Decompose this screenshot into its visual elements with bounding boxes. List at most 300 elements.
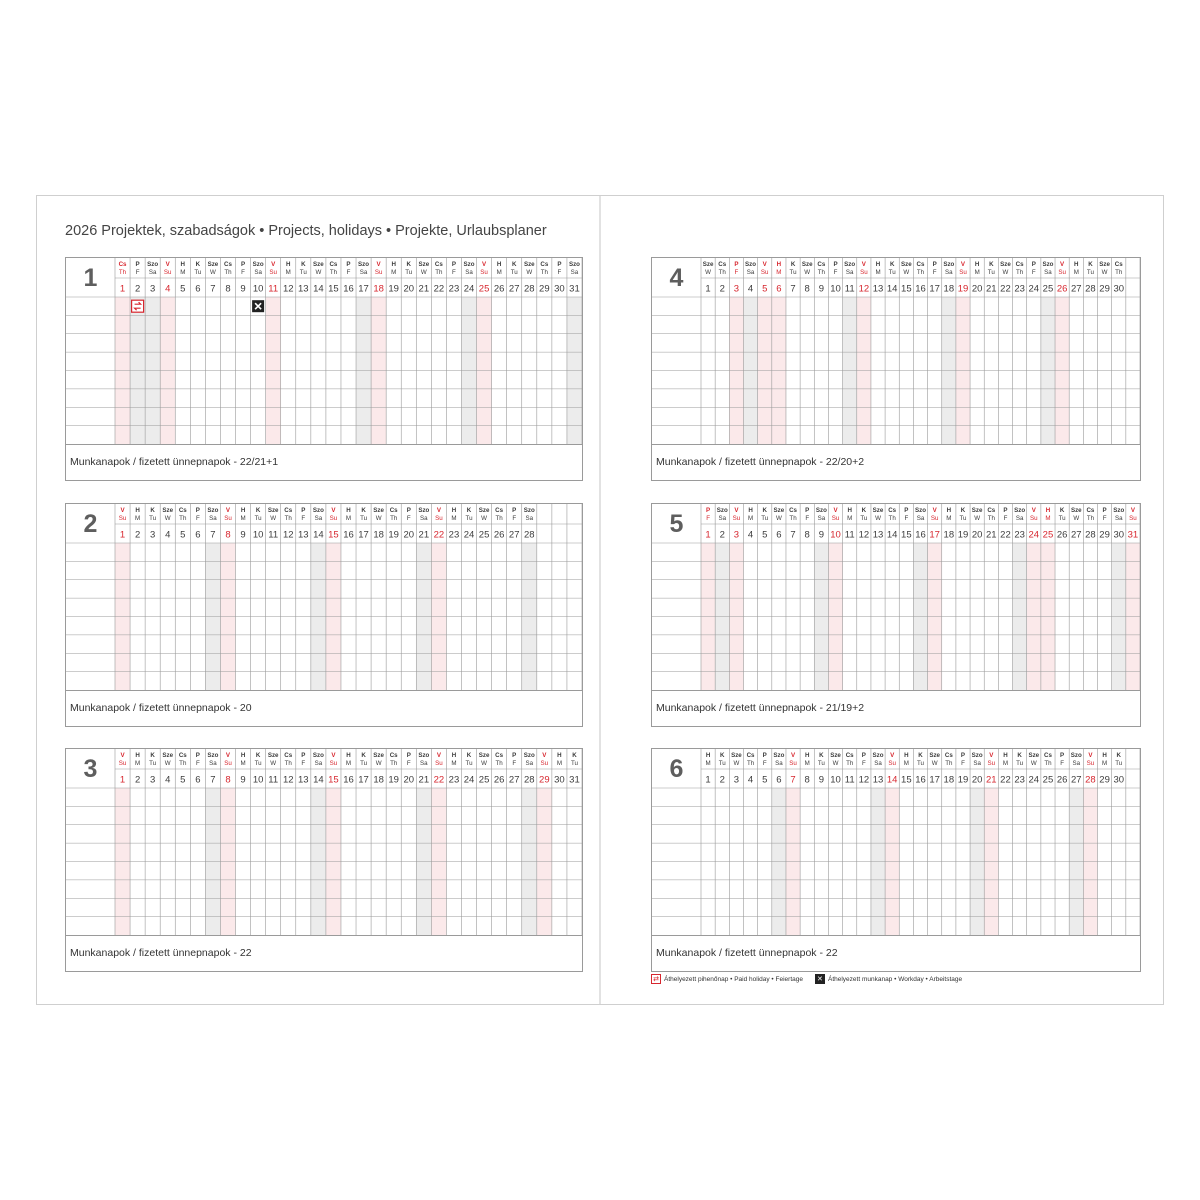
day-number: 18 [373,283,384,295]
day-number: 3 [150,774,156,786]
day-name-en: Tu [254,760,262,767]
day-number: 7 [790,283,796,295]
day-name-hu: Sze [478,752,490,759]
day-name-en: M [747,515,754,522]
day-number: 28 [1085,529,1096,541]
day-number: 5 [762,283,768,295]
day-number: 9 [240,283,246,295]
day-name-en: Sa [148,269,157,276]
day-name-en: Sa [254,269,262,276]
day-name-en: Tu [987,269,995,276]
day-name-hu: P [346,261,351,268]
day-number: 29 [539,283,550,295]
day-name-en: M [285,269,291,276]
day-number: 16 [343,774,354,786]
day-name-hu: Cs [224,261,232,268]
day-number: 11 [268,774,279,786]
day-name-en: F [805,515,810,522]
month-number: 6 [669,754,684,783]
day-name-hu: Cs [434,261,443,268]
day-number: 2 [134,529,141,541]
day-name-en: Th [746,760,755,767]
day-name-en: Sa [973,760,981,767]
day-name-hu: H [557,752,562,759]
day-name-hu: Szo [418,507,430,514]
day-name-en: Th [390,515,398,522]
day-name-en: Tu [405,269,413,276]
day-number: 7 [790,774,796,786]
day-number: 24 [1028,283,1040,295]
day-name-en: F [734,269,739,276]
day-name-hu: Szo [568,261,580,268]
day-name-hu: H [705,752,711,759]
day-name-en: W [164,760,171,767]
day-name-hu: V [861,261,866,268]
day-name-en: W [209,269,216,276]
day-name-hu: Cs [118,261,127,268]
day-name-hu: Szo [815,507,827,514]
day-number: 26 [493,529,505,541]
day-number: 14 [313,529,324,541]
day-name-en: F [512,515,517,522]
day-number: 9 [240,774,246,786]
day-name-en: Th [1086,515,1095,522]
day-name-hu: H [804,752,810,759]
day-name-hu: P [904,507,909,514]
day-number: 15 [328,774,339,786]
day-name-en: Th [435,269,443,276]
day-number: 12 [858,774,870,786]
month-grid [652,504,1140,690]
day-name-en: F [1060,760,1065,767]
day-name-hu: K [361,507,366,514]
day-name-en: F [557,269,562,276]
day-name-hu: Szo [463,261,475,268]
day-number: 2 [719,774,725,786]
day-number: 18 [943,774,955,786]
day-number: 24 [463,774,475,786]
day-name-hu: P [406,507,411,514]
day-name-hu: Szo [1113,507,1125,514]
day-name-en: W [1002,269,1009,276]
day-name-hu: K [255,507,261,514]
day-number: 20 [971,529,983,541]
day-number: 5 [762,529,768,541]
day-number: 26 [493,283,505,295]
day-name-hu: K [466,752,472,759]
day-number: 4 [747,774,754,786]
day-name-hu: V [762,261,767,268]
day-name-en: Su [269,269,277,276]
day-name-hu: H [286,261,291,268]
day-name-hu: Sze [1099,261,1110,268]
day-number: 20 [403,283,415,295]
day-name-en: M [451,515,457,522]
day-name-hu: Sze [929,752,940,759]
day-name-en: Su [831,515,840,522]
day-name-en: Th [718,269,726,276]
day-name-en: Sa [817,515,826,522]
day-name-hu: Cs [1015,261,1024,268]
day-name-hu: V [225,507,231,514]
day-number: 24 [1028,774,1040,786]
day-number: 8 [804,774,810,786]
day-number: 26 [493,774,505,786]
day-name-en: F [861,760,866,767]
day-number: 26 [1056,774,1068,786]
day-name-hu: V [734,507,739,514]
day-name-hu: P [451,261,457,268]
day-name-hu: Cs [746,752,755,759]
day-name-en: W [733,760,740,767]
day-number: 24 [1028,529,1040,541]
day-name-hu: Szo [252,261,264,268]
day-number: 16 [915,283,926,295]
day-number: 7 [210,529,216,541]
day-name-en: F [241,269,245,276]
day-name-hu: P [512,507,517,514]
day-name-hu: K [255,752,261,759]
day-name-hu: Cs [1086,507,1095,514]
day-name-hu: Cs [178,752,187,759]
day-name-en: F [135,269,140,276]
day-number: 29 [1099,774,1110,786]
day-number: 21 [418,774,430,786]
month-grid [66,258,582,444]
day-number: 19 [388,529,399,541]
day-name-hu: V [833,507,838,514]
day-name-en: Sa [525,515,534,522]
day-name-hu: P [833,261,838,268]
day-number: 21 [986,529,997,541]
day-name-hu: H [1102,752,1107,759]
day-name-hu: Szo [844,261,856,268]
day-name-en: F [512,760,517,767]
day-name-hu: Sze [267,752,279,759]
day-number: 18 [943,529,955,541]
day-name-en: F [406,760,411,767]
day-name-en: Tu [194,269,202,276]
day-number: 19 [957,529,969,541]
day-name-hu: Sze [971,507,983,514]
day-name-hu: V [225,752,231,759]
day-name-hu: V [932,507,937,514]
day-name-en: F [301,515,306,522]
legend [651,974,974,984]
day-number: 14 [886,774,898,786]
day-number: 27 [1070,283,1082,295]
day-name-en: Th [888,515,896,522]
day-name-hu: V [989,752,994,759]
day-number: 10 [252,774,264,786]
day-name-hu: H [240,507,246,514]
day-name-hu: V [331,752,336,759]
day-name-en: M [974,269,980,276]
day-name-hu: Cs [178,507,187,514]
day-name-hu: H [180,261,186,268]
day-number: 27 [508,529,520,541]
day-name-en: Th [329,269,338,276]
day-name-en: Tu [1058,515,1066,522]
day-name-en: W [804,269,811,276]
day-number: 7 [210,774,216,786]
day-name-hu: K [762,507,767,514]
day-number: 9 [818,774,825,786]
day-name-hu: Sze [162,752,174,759]
day-name-hu: Szo [207,752,219,759]
month-grid [652,258,1140,444]
day-name-hu: Szo [312,752,324,759]
day-number: 15 [328,283,339,295]
day-name-hu: K [790,261,796,268]
day-name-en: Tu [149,515,157,522]
day-number: 11 [268,283,279,295]
day-name-hu: V [482,261,487,268]
day-name-en: Tu [959,515,967,522]
day-number: 4 [165,283,171,295]
day-number: 1 [705,529,711,541]
day-name-hu: H [1045,507,1051,514]
day-name-en: F [706,515,710,522]
day-name-hu: K [1059,507,1065,514]
day-name-hu: P [1003,507,1008,514]
day-name-en: W [974,515,981,522]
day-name-hu: Sze [313,261,324,268]
day-name-hu: H [1074,261,1079,268]
day-number: 2 [719,529,725,541]
day-number: 6 [195,774,201,786]
day-name-en: M [804,760,810,767]
day-name-en: M [391,269,397,276]
day-name-hu: P [301,507,306,514]
day-name-en: Th [945,760,953,767]
day-name-hu: H [451,752,457,759]
day-name-en: W [1073,515,1080,522]
day-name-hu: Szo [872,752,884,759]
day-name-hu: Cs [888,507,897,514]
day-name-en: W [420,269,427,276]
day-name-en: Su [480,269,488,276]
day-number: 15 [328,529,339,541]
day-number: 31 [569,283,580,295]
workdays-footer: Munkanapok / fizetett ünnepnapok - 20 [66,690,582,726]
day-name-en: W [315,269,322,276]
day-number: 16 [343,283,354,295]
day-number: 28 [523,529,535,541]
day-number: 10 [252,283,264,295]
day-number: 5 [180,283,186,295]
day-name-hu: V [271,261,276,268]
day-number: 26 [1056,283,1068,295]
day-name-en: W [1101,269,1108,276]
day-number: 11 [844,283,855,295]
day-name-hu: Cs [495,507,504,514]
day-name-en: Sa [570,269,579,276]
day-name-hu: H [240,752,246,759]
day-name-en: W [526,269,533,276]
day-number: 17 [358,529,369,541]
day-name-hu: Cs [1043,752,1052,759]
day-number: 25 [1042,283,1054,295]
day-name-hu: H [135,507,140,514]
day-name-hu: K [466,507,472,514]
day-name-hu: Sze [901,261,912,268]
day-name-hu: Cs [284,507,293,514]
month-block-3 [65,748,583,972]
day-number: 23 [448,529,460,541]
day-name-en: W [270,760,277,767]
day-name-en: Sa [916,515,925,522]
day-name-en: Sa [1114,515,1123,522]
day-name-hu: K [889,261,895,268]
legend-holiday [651,974,803,984]
day-name-en: W [875,515,881,522]
day-name-hu: Sze [207,261,219,268]
day-name-en: Sa [845,269,854,276]
day-name-hu: K [150,507,155,514]
day-number: 19 [957,283,969,295]
day-name-hu: Cs [495,752,504,759]
day-number: 21 [418,283,430,295]
day-name-en: Tu [149,760,157,767]
day-name-en: Tu [1016,760,1024,767]
day-name-hu: Szo [523,507,535,514]
day-number: 8 [225,774,231,786]
day-name-en: Tu [718,760,726,767]
day-name-en: W [481,760,488,767]
day-number: 13 [872,774,884,786]
day-number: 28 [1085,283,1096,295]
day-name-en: Sa [420,760,428,767]
day-name-hu: V [542,752,547,759]
day-name-hu: K [1088,261,1093,268]
month-grid [66,749,582,935]
day-name-hu: H [847,507,852,514]
day-name-en: W [375,515,382,522]
day-name-hu: Szo [418,752,430,759]
day-name-en: F [833,269,838,276]
day-name-hu: H [346,752,351,759]
day-number: 1 [705,774,711,786]
workdays-footer: Munkanapok / fizetett ünnepnapok - 21/19+2 [652,690,1140,726]
day-number: 18 [943,283,955,295]
day-name-en: F [406,515,411,522]
day-number: 22 [433,283,445,295]
day-number: 4 [165,529,171,541]
day-name-en: W [903,269,910,276]
day-number: 21 [418,529,430,541]
day-name-hu: P [960,752,966,759]
day-name-hu: V [436,507,441,514]
day-name-en: W [481,515,488,522]
day-name-en: Su [118,515,127,522]
day-name-en: Tu [570,760,578,767]
day-name-en: M [847,515,853,522]
day-number: 18 [373,774,384,786]
day-number: 28 [523,283,535,295]
day-name-hu: Sze [373,752,384,759]
planner-spread [36,195,1164,1005]
day-name-en: Sa [314,515,323,522]
day-name-hu: Sze [478,507,490,514]
day-name-en: Su [163,269,172,276]
day-number: 10 [252,529,264,541]
day-number: 12 [282,283,294,295]
day-number: 27 [1070,529,1082,541]
day-name-en: W [832,760,839,767]
day-name-hu: K [1017,752,1022,759]
day-number: 17 [929,774,940,786]
month-block-1 [65,257,583,481]
day-name-en: Sa [209,760,217,767]
day-name-en: M [240,760,246,767]
day-number: 17 [358,774,369,786]
workdays-footer: Munkanapok / fizetett ünnepnapok - 22 [66,935,582,971]
day-name-en: M [345,760,352,767]
day-name-en: Sa [1044,269,1052,276]
day-name-hu: P [240,261,246,268]
day-number: 23 [1014,283,1025,295]
day-number: 20 [403,774,415,786]
month-number: 2 [83,509,98,538]
day-name-en: Tu [917,760,924,767]
day-name-en: Sa [314,760,323,767]
day-name-hu: K [301,261,306,268]
day-name-en: Su [789,760,797,767]
day-name-en: Su [224,515,232,522]
day-name-hu: P [1102,507,1107,514]
day-name-en: M [875,269,881,276]
day-name-en: Sa [746,269,755,276]
day-name-en: M [240,515,246,522]
day-number: 23 [1014,774,1025,786]
month-number: 3 [83,754,98,783]
day-number: 18 [373,529,384,541]
day-name-en: Su [959,269,967,276]
day-name-en: Sa [465,269,473,276]
day-name-en: Th [540,269,548,276]
day-name-hu: Cs [329,261,338,268]
day-number: 21 [986,283,997,295]
day-name-hu: P [512,752,517,759]
day-number: 16 [915,774,926,786]
day-number: 12 [282,529,294,541]
day-name-en: W [931,760,938,767]
day-name-hu: K [511,261,517,268]
day-name-en: Tu [360,515,368,522]
day-number: 1 [705,283,711,295]
month-block-2 [65,503,583,727]
day-name-hu: Sze [872,507,884,514]
day-name-hu: Cs [987,507,996,514]
day-name-en: Su [329,515,338,522]
day-name-hu: K [572,752,577,759]
day-name-hu: Cs [944,752,953,759]
day-number: 14 [886,283,898,295]
day-name-en: Tu [761,515,769,522]
workdays-footer: Munkanapok / fizetett ünnepnapok - 22/20+2 [652,444,1140,480]
day-number: 7 [790,529,796,541]
day-name-hu: Szo [207,507,219,514]
day-number: 27 [1070,774,1082,786]
day-name-hu: Sze [373,507,384,514]
day-name-en: F [195,515,200,522]
day-name-en: Su [435,760,443,767]
day-name-en: Su [1086,760,1095,767]
day-name-en: Sa [775,760,783,767]
day-name-en: Sa [945,269,953,276]
day-number: 5 [762,774,768,786]
